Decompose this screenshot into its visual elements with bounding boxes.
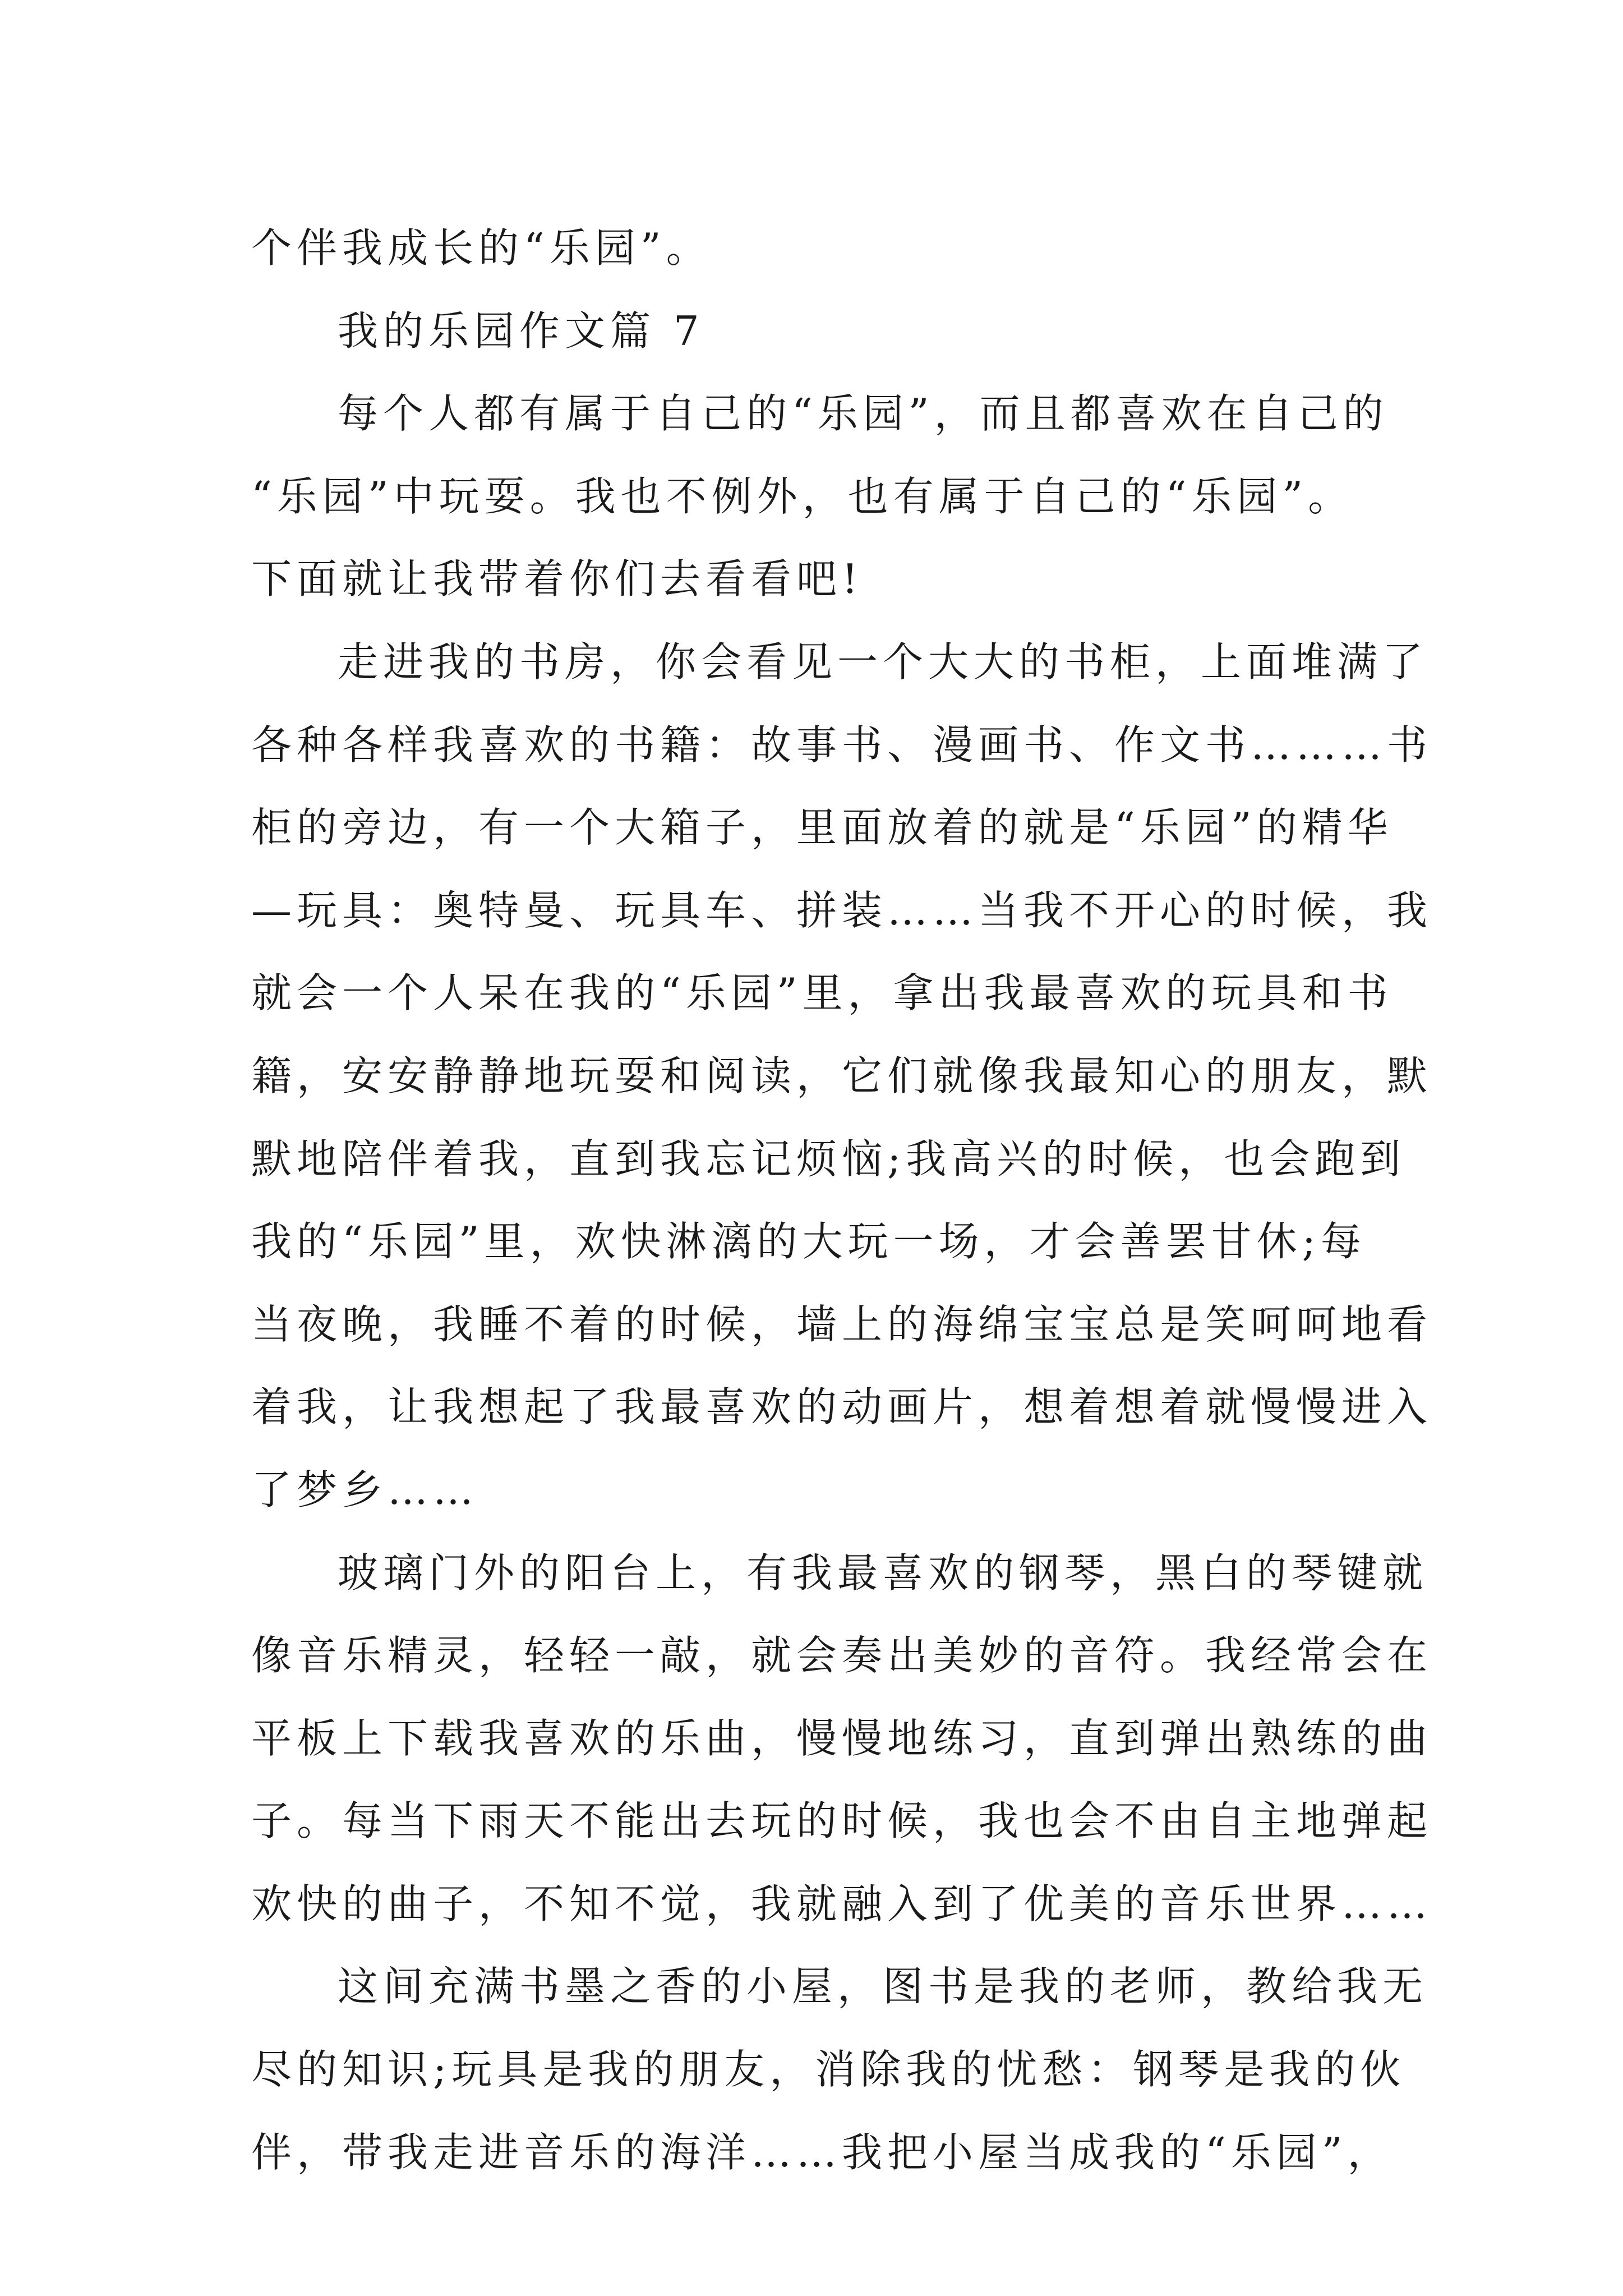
text-line: 了梦乡……	[251, 1466, 479, 1513]
text-line: 每个人都有属于自己的“乐园”，而且都喜欢在自己的	[338, 390, 1389, 438]
text-line: 柜的旁边，有一个大箱子，里面放着的就是“乐园”的精华	[251, 804, 1393, 852]
text-line: 平板上下载我喜欢的乐曲，慢慢地练习，直到弹出熟练的曲	[251, 1714, 1433, 1762]
text-line: —玩具：奥特曼、玩具车、拼装……当我不开心的时候，我	[251, 886, 1433, 934]
text-line: 各种各样我喜欢的书籍：故事书、漫画书、作文书………书	[251, 721, 1433, 769]
text-line: 我的“乐园”里，欢快淋漓的大玩一场，才会善罢甘休;每	[251, 1218, 1366, 1266]
text-line: 默地陪伴着我，直到我忘记烦恼;我高兴的时候，也会跑到	[251, 1135, 1406, 1182]
text-line: 玻璃门外的阳台上，有我最喜欢的钢琴，黑白的琴键就	[338, 1549, 1428, 1596]
text-line: “乐园”中玩耍。我也不例外，也有属于自己的“乐园”。	[251, 472, 1354, 520]
text-line: 伴，带我走进音乐的海洋……我把小屋当成我的“乐园”，	[251, 2128, 1393, 2176]
text-line: 这间充满书墨之香的小屋，图书是我的老师，教给我无	[338, 1963, 1428, 2010]
essay-text	[251, 207, 1433, 2194]
text-line: 着我，让我想起了我最喜欢的动画片，想着想着就慢慢进入	[251, 1383, 1433, 1431]
text-line: 走进我的书房，你会看见一个大大的书柜，上面堆满了	[338, 638, 1428, 685]
text-line: 个伴我成长的“乐园”。	[251, 224, 712, 272]
text-line: 下面就让我带着你们去看看吧!	[251, 555, 863, 603]
text-line: 尽的知识;玩具是我的朋友，消除我的忧愁：钢琴是我的伙	[251, 2046, 1406, 2093]
text-line: 当夜晚，我睡不着的时候，墙上的海绵宝宝总是笑呵呵地看	[251, 1300, 1433, 1348]
text-line: 籍，安安静静地玩耍和阅读，它们就像我最知心的朋友，默	[251, 1052, 1433, 1099]
essay-heading: 我的乐园作文篇 7	[338, 307, 704, 355]
text-line: 像音乐精灵，轻轻一敲，就会奏出美妙的音符。我经常会在	[251, 1632, 1433, 1680]
text-line: 子。每当下雨天不能出去玩的时候，我也会不由自主地弹起	[251, 1797, 1433, 1845]
text-line: 欢快的曲子，不知不觉，我就融入到了优美的音乐世界……	[251, 1880, 1433, 1927]
text-line: 就会一个人呆在我的“乐园”里，拿出我最喜欢的玩具和书	[251, 969, 1393, 1017]
